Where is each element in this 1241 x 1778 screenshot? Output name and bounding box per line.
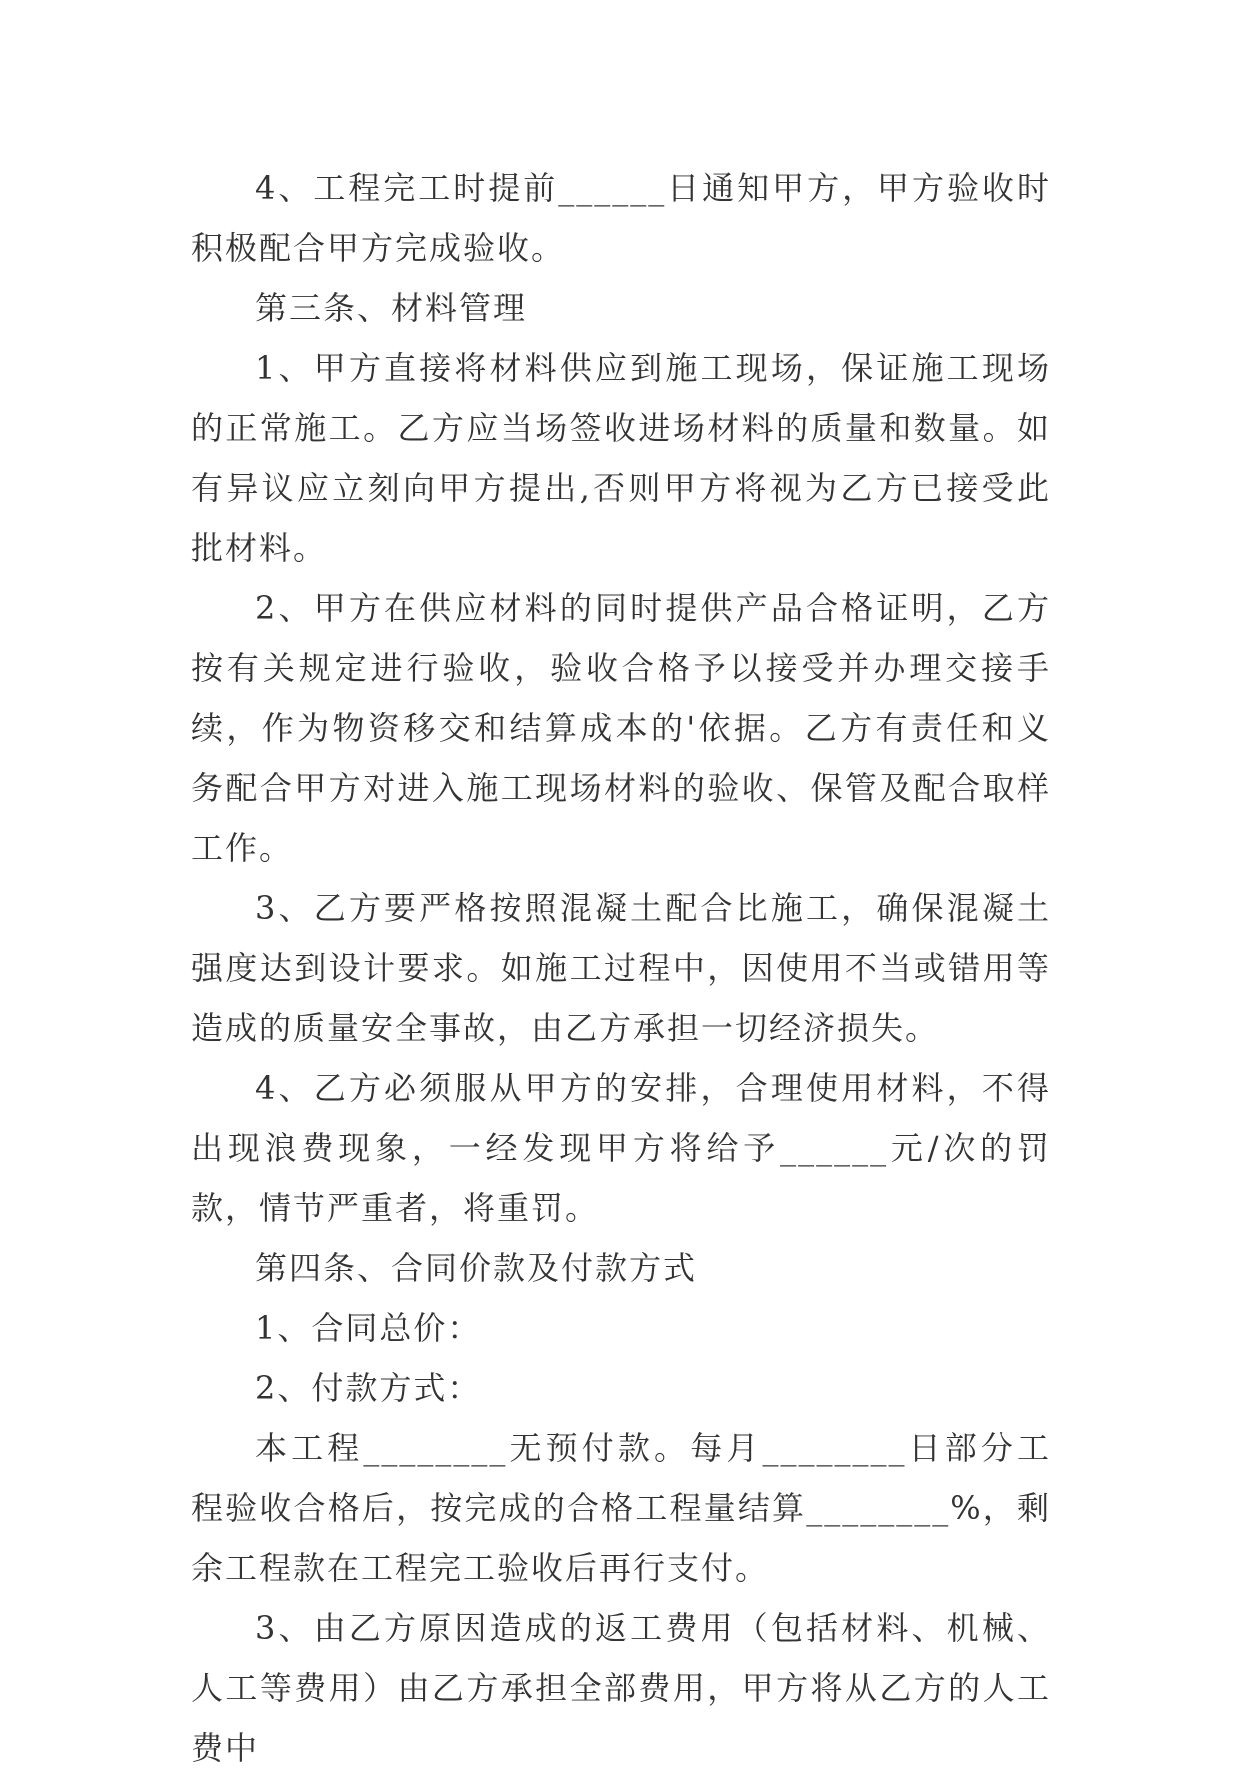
paragraph-concrete-mix: 3、乙方要严格按照混凝土配合比施工，确保混凝土强度达到设计要求。如施工过程中，因使用不当或错用等造成的质量安全事故，由乙方承担一切经济损失。 <box>191 889 1051 1047</box>
paragraph-rework-costs: 3、由乙方原因造成的返工费用（包括材料、机械、人工等费用）由乙方承担全部费用，甲方将从乙方的人工费中 <box>191 1609 1051 1767</box>
document-body <box>191 158 1051 1778</box>
paragraph-material-usage: 4、乙方必须服从甲方的安排，合理使用材料，不得出现浪费现象，一经发现甲方将给予______元/次的罚款，情节严重者，将重罚。 <box>191 1069 1051 1227</box>
paragraph-total-price: 1、合同总价： <box>255 1309 482 1347</box>
paragraph-completion-notice: 4、工程完工时提前______日通知甲方，甲方验收时积极配合甲方完成验收。 <box>191 169 1051 267</box>
section-heading-material-management: 第三条、材料管理 <box>255 289 528 327</box>
paragraph-material-supply: 1、甲方直接将材料供应到施工现场，保证施工现场的正常施工。乙方应当场签收进场材料的质量和数量。如有异议应立刻向甲方提出,否则甲方将视为乙方已接受此批材料。 <box>191 349 1051 567</box>
paragraph-payment-method: 2、付款方式： <box>255 1369 482 1407</box>
paragraph-payment-terms: 本工程________无预付款。每月________日部分工程验收合格后，按完成的合格工程量结算________%，剩余工程款在工程完工验收后再行支付。 <box>191 1429 1051 1587</box>
paragraph-material-certificate: 2、甲方在供应材料的同时提供产品合格证明，乙方按有关规定进行验收，验收合格予以接受并办理交接手续，作为物资移交和结算成本的'依据。乙方有责任和义务配合甲方对进入施工现场材料的验收、保管及配合取样工作。 <box>191 589 1051 867</box>
section-heading-contract-price: 第四条、合同价款及付款方式 <box>255 1249 698 1287</box>
